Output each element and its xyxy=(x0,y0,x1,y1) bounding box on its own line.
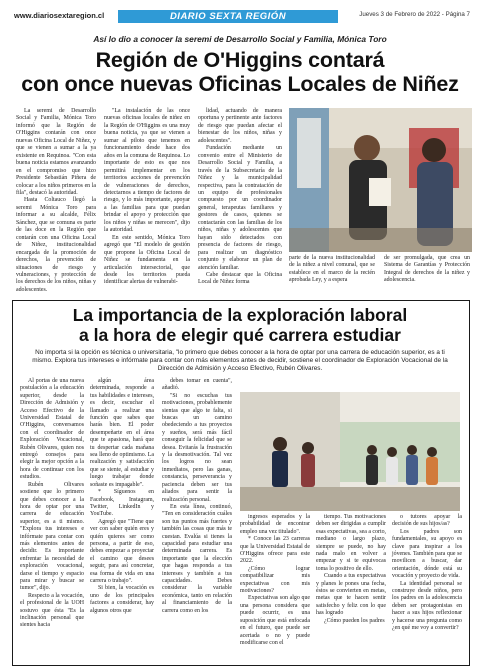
paragraph: Cuando a tus expectativas y planes le pones una fecha, éstos se convierten en metas, metas que te hacen sentir satisfecho y feliz con lo que has logrado xyxy=(316,573,386,617)
paragraph: * Síguenos en Facebook, Instagram, Twitter, LinkedIn y YouTube. xyxy=(90,489,154,518)
paragraph: Fundación mediante un convenio entre el Ministerio de Desarrollo Social y Familia, a través de la Subsecretaría de la Niñez y la municipalidad respectiva, para la contratación de un equipo de profesionales compuesto por un coordinador general, terapeutas familiares y gestores de casos, quienes se contactarán con las familias de los niños, niñas y adolescentes que hayan sido detectados con presencia de factores de riesgo, para realizar un diagnóstico conjunto y elaborar un plan de atención familiar. xyxy=(198,145,282,271)
article1-column-3 xyxy=(198,108,282,287)
article2-title-line1: La importancia de la exploración laboral xyxy=(72,305,408,325)
article2-title xyxy=(14,306,466,345)
page-header xyxy=(0,0,480,26)
paragraph: Rubén Olivares sostiene que lo primero que debes conocer a la hora de optar por una carrera de educación superior, es a ti mismo. "Explora tus intereses e infórmate para contar con más elementos antes de decidir. Es importante enfrentar la necesidad de exploración vocacional, darse el tiempo y espacio para mirar y buscar se tumor", dijo. xyxy=(20,481,84,592)
article2-title-line2: a la hora de elegir qué carrera estudiar xyxy=(79,324,401,345)
paragraph: La seremi de Desarrollo Social y Familia, Mónica Toro informó que la Región de O'Higgins contarán con once nuevas Oficina Local de Niñez, y que se vienen a sumar a la ya existente en Requinoa. "Con esta buena noticia estamos avanzando en el compromiso que hizo Presidente Sebastián Piñera de colocar a los niños primeros en la fila", destacó la autoridad. xyxy=(16,108,96,196)
paragraph: o tutores apoyar la decisión de sus hijos/as? xyxy=(392,514,462,528)
article2-column-6 xyxy=(392,514,462,633)
paragraph: Agregó que "Tiene que ver con saber quién eres y quién quieres ser como persona, a partir de eso, debes empezar a proyectar el camino que desees seguir, para así concretar, esa forma de vida en una carrera o trabajo". xyxy=(90,518,154,584)
paragraph: Si bien, la vocación es uno de los principales factores a considerar, hay algunos otros que xyxy=(90,585,154,614)
paragraph: tiempo. Tus motivaciones deben ser dirigidas a cumplir esas expectativas, sea a corto, mediano o largo plazo, siempre se puede, no hay nada malo en volver a empezar y si te equivocas toma lo positivo de ello. xyxy=(316,514,387,572)
paragraph: Respecto a la vocación, el profesional de la UOH sostuvo que ésta "Es la inclinación personal que sientes hacia xyxy=(20,592,84,629)
paragraph: ¿Cómo lograr compatibilizar mis expectativas con mis motivaciones? xyxy=(240,565,310,595)
paragraph: ¿Cómo pueden los padres xyxy=(324,617,385,624)
article2-column-4 xyxy=(240,514,310,647)
article2-lede: No importa si la opción es técnica o universitaria, "lo primero que debes conocer a la hora de optar por una carrera de educación superior, es a ti mismo. Explora tus intereses e infórmate para contar con más elementos antes de decidir, sostiene el coordinador de Exploración Vocacional de la Dirección de Admisión y Acceso Efectivo, Rubén Olivares. xyxy=(32,349,448,372)
article1-column-5 xyxy=(384,255,470,285)
article1-title xyxy=(10,48,470,96)
article1-photo xyxy=(289,108,472,252)
paragraph: "La instalación de las once nuevas oficinas locales de niñez en la Región de O'Higgins es una muy buena noticia, ya que se vienen a sumar al piloto que tenemos en funcionamiento desde hace dos años en la comuna de Requinoa. Lo importante de esto es que nos permitirá implementar en los territorios acciones de prevención de vulneraciones de derechos, detectarnos a tiempo de factores de riesgo, y lo más importante, apoyar a las familias para que puedan brindar el apoyo y protección que los niños y niñas se merecen", dijo la autoridad. xyxy=(104,108,190,234)
section-band xyxy=(118,10,338,23)
paragraph: de ser promulgada, que crea un Sistema de Garantías y Protección Integral de derechos de la niñez y adolescencia. xyxy=(384,255,470,284)
article1-kicker: Así lo dio a conocer la seremi de Desarrollo Social y Familia, Mónica Toro xyxy=(93,34,387,44)
section-title: DIARIO SEXTA REGIÓN xyxy=(169,11,287,22)
paragraph: * Conoce las 23 carreras que la Universidad Estatal de O'Higgins ofrece para este 2022. xyxy=(240,536,310,565)
article2-column-5 xyxy=(316,514,386,625)
paragraph: En este sentido, Mónica Toro agregó que "El modelo de gestión que propone la Oficina Local de Niñez se fundamenta en la articulación intersectorial, que desde los territorios pueda identificar alertas de vulnerabi- xyxy=(104,234,190,286)
paragraph: parte de la nueva institucionalidad de la niñez a nivel comunal, que se establece en el marco de la recién aprobada Ley, y a espera xyxy=(289,255,375,284)
paragraph: "Si no escuchas tus motivaciones, probablemente sientas que algo te falta, si buscas un camino obedeciendo a tus proyectos y sueños, será más fácil conseguir la felicidad que se desea. Evitarás la frustración y la desmotivación. Tal vez los logros no sean inmediatos, pero las ganas, constancia, perseverancia y paciencia deben ser tus aliados para sentir la realización personal. xyxy=(162,392,232,503)
paragraph: ingresos esperados y la probabilidad de encontrar empleo una vez titulado". xyxy=(240,514,310,535)
article1-column-2 xyxy=(104,108,190,287)
site-url[interactable]: www.diariosextaregion.cl xyxy=(14,11,105,20)
paragraph: debes tomar en cuenta", añadió. xyxy=(162,378,232,392)
paragraph: La identidad personal se construye desde niños, pero los padres en la adolescencia deben ser protagonistas en hacer a sus hijos reflexionar y hacerse una pregunta como ¿en qué me voy a convertir? xyxy=(392,580,462,632)
issue-date: Jueves 3 de Febrero de 2022 - Página 7 xyxy=(359,11,470,18)
paragraph: Al portas de una nueva postulación a la educación superior, desde la Dirección de Admisión y Acceso Efectivo de la Universidad Estatal de O'Higgins, conversamos con el coordinador de Exploración Vocacional, Rubén Olivares, quien nos entregó consejos para elegir la mejor opción a la hora de continuar con los estudios. xyxy=(20,378,84,481)
paragraph: lidad, actuando de manera oportuna y pertinente ante factores de riesgo que puedan afectar el bienestar de los niños, niñas y adolescentes". xyxy=(198,108,282,144)
article1-column-4 xyxy=(289,255,375,285)
article2-column-3 xyxy=(162,378,232,615)
article2-photo xyxy=(240,392,460,511)
article1-column-1 xyxy=(16,108,96,294)
paragraph: En esta línea, continuó, "Ten en consideración cuáles son tus puntos más fuertes y también las cosas que más te cuestan. Evalúa si tienes la capacidad para estudiar una determinada carrera. Es importante que la elección que hagas responda a tus intereses y también a tus capacidades. Debes considerar la variable económica, tanto en relación al financiamiento de la carrera como en los xyxy=(162,503,232,614)
photo-scene xyxy=(240,392,460,511)
photo-scene xyxy=(289,108,472,252)
paragraph: Hasta Coltauco llegó la seremi Mónica Toro para informar a su alcalde, Félix Sánchez, que se comuna es parte de las doce en la Región que contarán con una Oficina Local de Niñez, institucionalidad encargada de la promoción de derechos, la prevención de situaciones de riesgo y vulneraciones, y protección de los derechos de los niños, niñas y adolescentes. xyxy=(16,197,96,293)
paragraph: Los padres son fundamentales, su apoyo es clave para inspirar a los jóvenes. También para que se movilicen a buscar, dar orientación, dónde está su vocación y proyecto de vida. xyxy=(392,528,462,580)
paragraph: Expectativas son algo que una persona considera que puede ocurrir, es una suposición que está enfocada en el futuro, que puede ser acertada o no y puede modificarse con el xyxy=(240,595,310,646)
paragraph: Cabe destacar que la Oficina Local de Niñez forma xyxy=(198,271,282,286)
article1-title-line1: Región de O'Higgins contará xyxy=(95,48,385,72)
article1-title-line2: con once nuevas Oficinas Locales de Niñez xyxy=(21,72,459,96)
paragraph: algún área determinada, responde a tus habilidades e intereses, es decir, escuchar el llamado a realizar una función que sabes que harás bien. El poder desempeñarte en el área que te apasiona, hará que tu despertar cada mañana sea lleno de optimismo. La realización y satisfacción que se siente, al estudiar y luego trabajar donde soñaste es impagable". xyxy=(90,378,154,488)
article2-column-2 xyxy=(90,378,154,615)
article2-column-1 xyxy=(20,378,84,630)
